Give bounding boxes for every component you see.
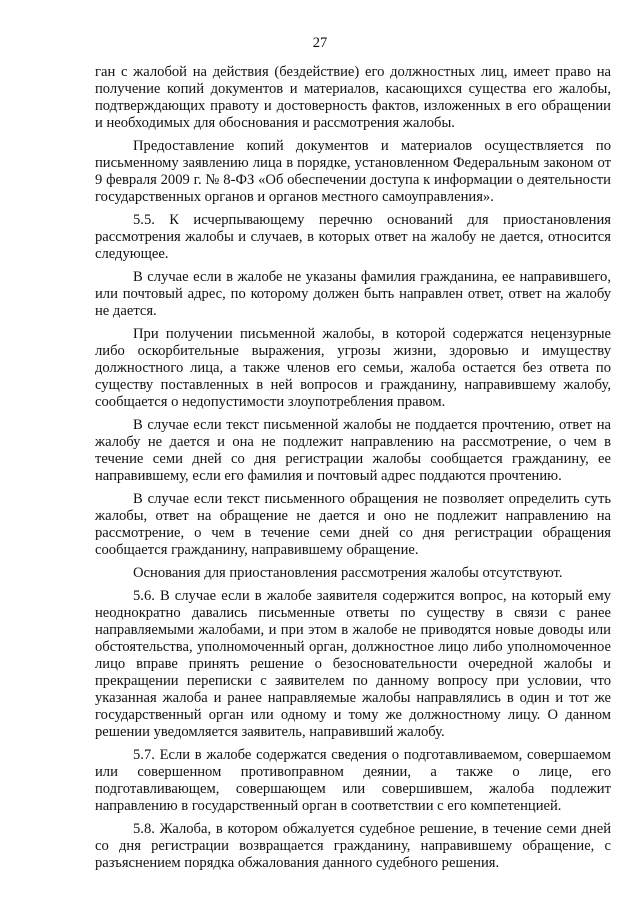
- paragraph-unreadable-text: В случае если текст письменной жалобы не поддается прочтению, ответ на жалобу не дается и она не подлежит направлению на рассмотрение, о чем в течение семи дней со дня регистрации жалобы сообщается гражданину, ее направившему, если его фамилия и почтовый адрес поддаются прочтению.: [95, 417, 611, 484]
- paragraph-unclear-essence: В случае если текст письменного обращения не позволяет определить суть жалобы, ответ на обращение не дается и оно не подлежит направлению на рассмотрение, о чем в течение семи дней со дня регистрации обращения сообщается гражданину, направившему обращение.: [95, 491, 611, 558]
- paragraph-5-5: 5.5. К исчерпывающему перечню оснований для приостановления рассмотрения жалобы и случаев, в которых ответ на жалобу не дается, относится следующее.: [95, 212, 611, 262]
- paragraph-continuation: ган с жалобой на действия (бездействие) его должностных лиц, имеет право на получение копий документов и материалов, касающихся существа его жалобы, подтверждающих правоту и достоверность фактов, изложенных в его обращении и необходимых для обоснования и рассмотрения жалобы.: [95, 64, 611, 131]
- paragraph-5-8: 5.8. Жалоба, в котором обжалуется судебное решение, в течение семи дней со дня регистрации возвращается гражданину, направившему обращение, с разъяснением порядка обжалования данного судебного решения.: [95, 821, 611, 871]
- paragraph-5-6: 5.6. В случае если в жалобе заявителя содержится вопрос, на который ему неоднократно давались письменные ответы по существу в связи с ранее направляемыми жалобами, и при этом в жалобе не приводятся новые доводы или обстоятельства, уполномоченный орган, должностное лицо либо уполномоченное лицо вправе принять решение о безосновательности очередной жалобы и прекращении переписки с заявителем по данному вопросу при условии, что указанная жалоба и ранее направляемые жалобы направлялись в один и тот же государственный орган или одному и тому же должностному лицу. О данном решении уведомляется заявитель, направивший жалобу.: [95, 588, 611, 740]
- paragraph-no-suspension-grounds: Основания для приостановления рассмотрения жалобы отсутствуют.: [133, 565, 563, 581]
- page-number: 27: [312, 35, 328, 51]
- paragraph-no-name-address: В случае если в жалобе не указаны фамилия гражданина, ее направившего, или почтовый адрес, по которому должен быть направлен ответ, ответ на жалобу не дается.: [95, 269, 611, 319]
- paragraph-offensive-content: При получении письменной жалобы, в которой содержатся нецензурные либо оскорбительные выражения, угрозы жизни, здоровью и имуществу должностного лица, а также членов его семьи, жалоба остается без ответа по существу поставленных в ней вопросов и гражданину, направившему жалобу, сообщается о недопустимости злоупотребления правом.: [95, 326, 611, 410]
- paragraph-copies-provision: Предоставление копий документов и материалов осуществляется по письменному заявлению лица в порядке, установленном Федеральным законом от 9 февраля 2009 г. № 8-ФЗ «Об обеспечении доступа к информации о деятельности государственных органов и органов местного самоуправления».: [95, 138, 611, 205]
- document-body: [95, 64, 611, 878]
- paragraph-5-7: 5.7. Если в жалобе содержатся сведения о подготавливаемом, совершаемом или совершенном противоправном деянии, а также о лице, его подготавливающем, совершающем или совершившем, жалоба подлежит направлению в государственный орган в соответствии с его компетенцией.: [95, 747, 611, 814]
